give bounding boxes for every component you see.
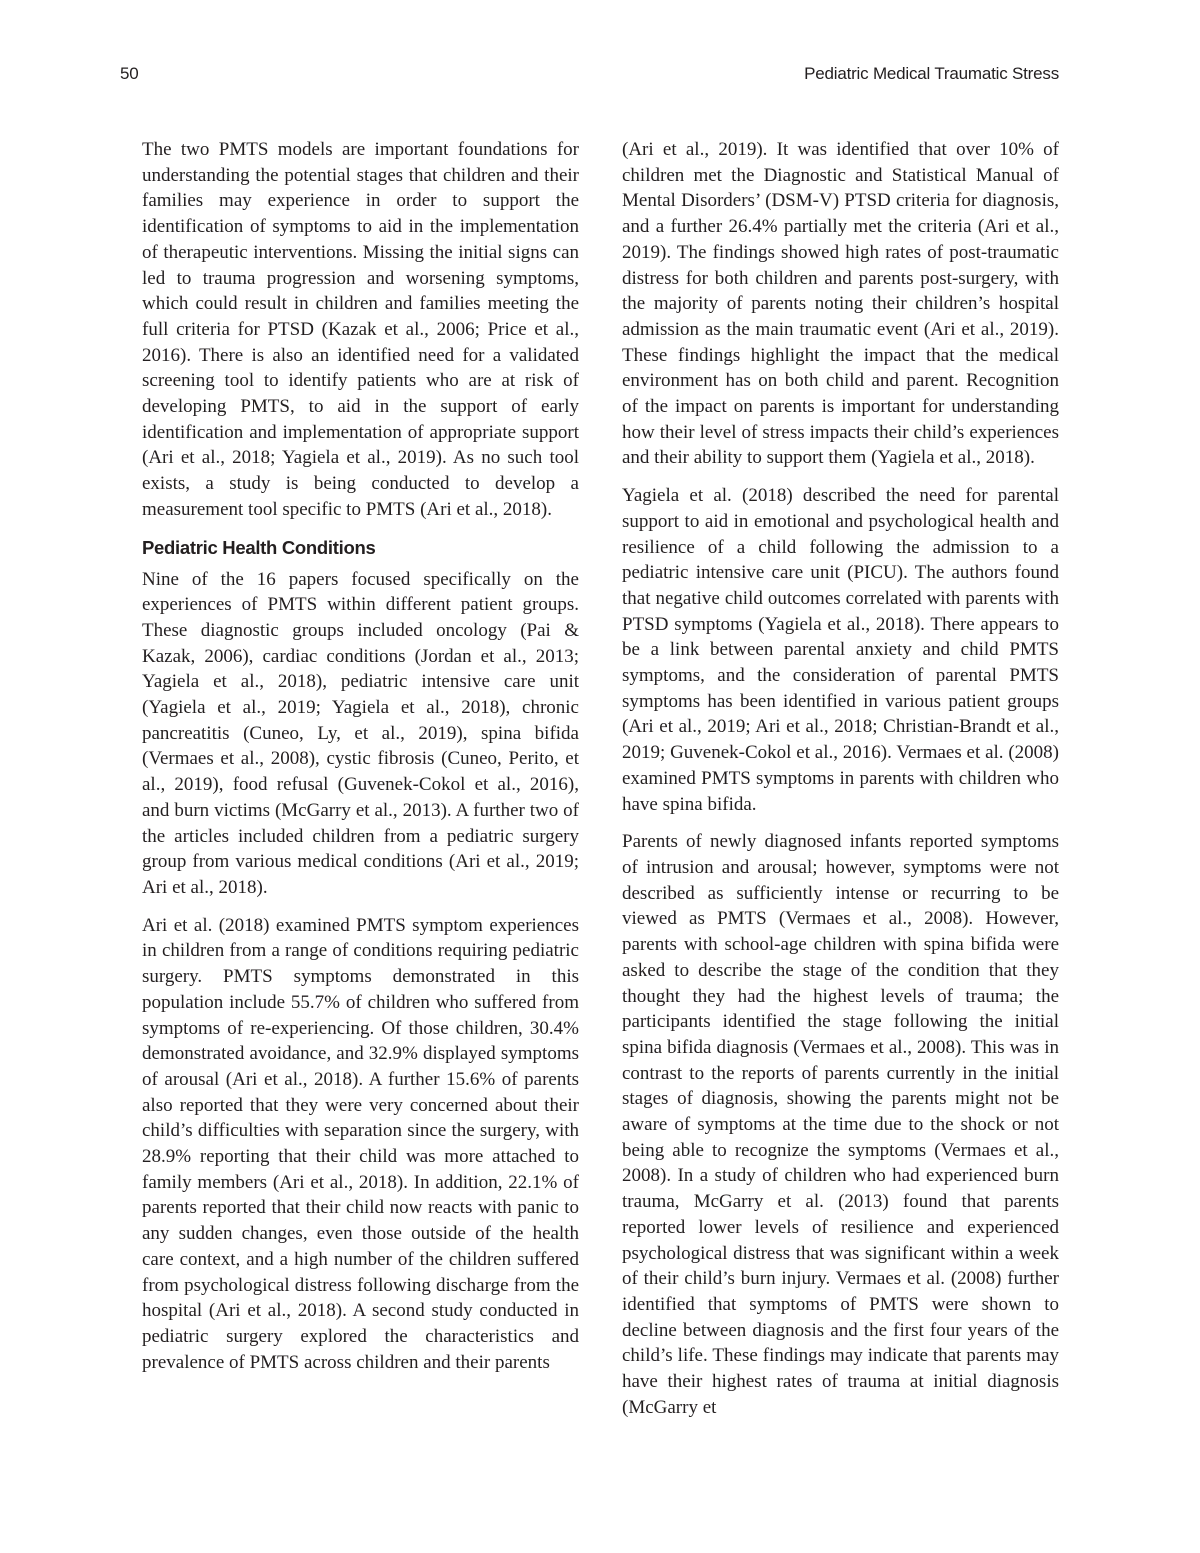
paragraph-patient-groups: Nine of the 16 papers focused specifically on the experiences of PMTS within different patient groups. These diagnostic groups included oncology (Pai & Kazak, 2006), cardiac conditions (Jordan et al., 2013; Yagiela et al., 2018), pediatric intensive care unit (Yagiela et al., 2019; Yagiela et al., 2018), chronic pancreatitis (Cuneo, Ly, et al., 2019), spina bifida (Vermaes et al., 2008), cystic fibrosis (Cuneo, Perito, et al., 2019), food refusal (Guvenek-Cokol et al., 2016), and burn victims (McGarry et al., 2013). A further two of the articles included children from a pediatric surgery group from various medical conditions (Ari et al., 2019; Ari et al., 2018). — [142, 568, 579, 898]
paragraph-ari-2018: Ari et al. (2018) examined PMTS symptom experiences in children from a range of conditions requiring pediatric surgery. PMTS symptoms demonstrated in this population include 55.7% of children who suffered from symptoms of re-experiencing. Of those children, 30.4% demonstrated avoidance, and 32.9% displayed symptoms of arousal (Ari et al., 2018). A further 15.6% of parents also reported that they were very concerned about their child’s difficulties with separation since the surgery, with 28.9% reporting that their child was more attached to family members (Ari et al., 2018). In addition, 22.1% of parents reported that their child now reacts with panic to any sudden changes, even those outside of the health care context, and a high number of the children suffered from psychological distress following discharge from the hospital (Ari et al., 2018). A second study conducted in pediatric surgery explored the characteristics and prevalence of PMTS across children and their parents — [142, 914, 579, 1373]
page-number: 50 — [120, 64, 139, 83]
paragraph-pmts-models: The two PMTS models are important foundations for understanding the potential stages that children and their families may experience in order to support the identification of symptoms to aid in the implementation of therapeutic interventions. Missing the initial signs can led to trauma progression and worsening symptoms, which could result in children and families meeting the full criteria for PTSD (Kazak et al., 2006; Price et al., 2016). There is also an identified need for a validated screening tool to identify patients who are at risk of developing PMTS, to aid in the support of early identification and implementation of appropriate support (Ari et al., 2018; Yagiela et al., 2019). As no such tool exists, a study is being conducted to develop a measurement tool specific to PMTS (Ari et al., 2018). — [142, 139, 579, 520]
section-heading: Pediatric Health Conditions — [142, 536, 376, 558]
running-head — [0, 64, 1200, 88]
paragraph-ari-2019: (Ari et al., 2019). It was identified that over 10% of children met the Diagnostic and Statistical Manual of Mental Disorders’ (DSM-V) PTSD criteria for diagnosis, and a further 26.4% partially met the criteria (Ari et al., 2019). The findings showed high rates of post-traumatic distress for both children and parents post-surgery, with the majority of parents noting their children’s hospital admission as the main traumatic event (Ari et al., 2019). These findings highlight the impact that the medical environment has on both child and parent. Recognition of the impact on parents is important for understanding how their level of stress impacts their child’s experiences and their ability to support them (Yagiela et al., 2018). — [622, 139, 1059, 469]
running-title: Pediatric Medical Traumatic Stress — [804, 64, 1059, 83]
right-column — [622, 137, 1059, 1432]
paragraph-yagiela-2018: Yagiela et al. (2018) described the need for parental support to aid in emotional and psychological health and resilience of a child following the admission to a pediatric intensive care unit (PICU). The authors found that negative child outcomes correlated with parents with PTSD symptoms (Yagiela et al., 2018). There appears to be a link between parental anxiety and child PMTS symptoms, and the consideration of parental PMTS symptoms has been identified in various patient groups (Ari et al., 2019; Ari et al., 2018; Christian-Brandt et al., 2019; Guvenek-Cokol et al., 2016). Vermaes et al. (2008) examined PMTS symptoms in parents with children who have spina bifida. — [622, 485, 1059, 815]
left-column — [142, 137, 579, 1387]
paragraph-newly-diagnosed: Parents of newly diagnosed infants reported symptoms of intrusion and arousal; however, symptoms were not described as sufficiently intense or recurring to be viewed as PMTS (Vermaes et al., 2008). However, parents with school-age children with spina bifida were asked to describe the stage of the condition that they thought they had the highest levels of trauma; the participants identified the stage following the initial spina bifida diagnosis (Vermaes et al., 2008). This was in contrast to the reports of parents currently in the initial stages of diagnosis, showing the parents might not be aware of symptoms at the time due to the shock or not being able to recognize the symptoms (Vermaes et al., 2008). In a study of children who had experienced burn trauma, McGarry et al. (2013) found that parents reported lower levels of resilience and experienced psychological distress that was significant within a week of their child’s burn injury. Vermaes et al. (2008) further identified that symptoms of PMTS were shown to decline between diagnosis and the first four years of the child’s life. These findings may indicate that parents may have their highest rates of trauma at initial diagnosis (McGarry et — [622, 831, 1059, 1418]
